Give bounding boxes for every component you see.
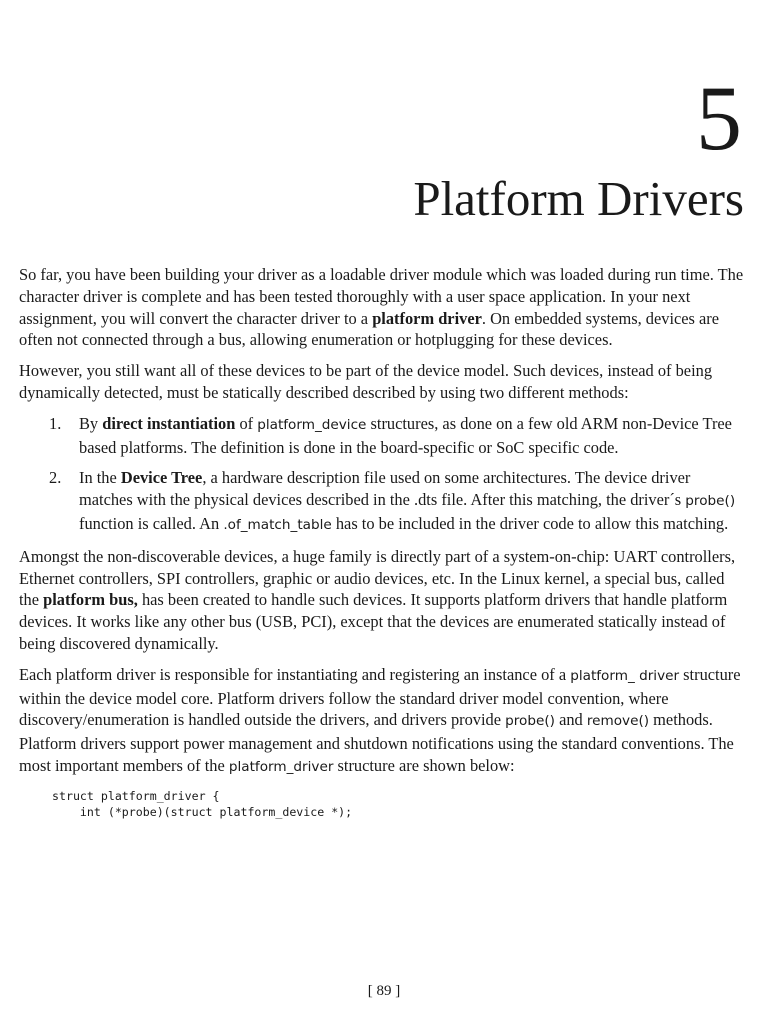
list-number: 2. [49,468,62,488]
term-platform-driver: platform driver [372,308,482,328]
code-of-match-table: .of_match_table [223,516,332,533]
paragraph-device-model: However, you still want all of these devices to be part of the device model. Such devices, instead of being dynamically detected, must be statically described described by using two different methods: [19,361,713,402]
page-number: [ 89 ] [367,983,401,999]
paragraph-intro: So far, you have been building your driver as a loadable driver module which was loaded during run time. The character driver is complete and has been tested thoroughly with a user space application. In your next assignment, you will convert the character driver to a platform driver. On embedded systems, devices are often not connected through a bus, allowing enumeration or hotplugging for these devices. [19,265,744,350]
chapter-title: Platform Drivers [413,171,744,226]
chapter-number: 5 [696,67,742,169]
methods-list [19,413,747,537]
list-item: 2. In the Device Tree, a hardware description file used on some architectures. The device driver matches with the physical devices described in the .dts file. After this matching, the driver´s probe() function is called. An .of_match_table has to be included in the driver code to allow this matching. [49,468,736,533]
code-probe: probe() [505,713,555,730]
code-remove: remove() [586,713,650,730]
term-platform-bus: platform bus, [43,590,138,610]
code-platform-driver: platform_driver [228,758,334,775]
list-item: 1. By direct instantiation of platform_device structures, as done on a few old ARM non-Device Tree based platforms. The definition is done in the board-specific or SoC specific code. [49,413,732,457]
code-block [52,788,747,820]
code-platform-device: platform_device [257,416,367,433]
term-direct-instantiation: direct instantiation [102,413,236,433]
code-platform-driver: platform_ driver [570,667,680,684]
code-probe: probe() [685,493,736,510]
chapter-body [19,264,747,820]
code-line: int (*probe)(struct platform_device *); [52,804,353,819]
code-line: struct platform_driver { [52,788,220,803]
term-device-tree: Device Tree [120,468,203,488]
list-number: 1. [49,413,62,433]
paragraph-platform-bus: Amongst the non-discoverable devices, a huge family is directly part of a system-on-chip: UART controllers, Ethernet controllers, SPI controllers, graphic or audio devices, etc. In the Linux kernel, a special bus, called the platform bus, has been created to handle such devices. It supports platform drivers that handle platform devices. It works like any other bus (USB, PCI), except that the devices are enumerated statically instead of being discovered dynamically. [19,546,736,653]
paragraph-platform-driver-structure: Each platform driver is responsible for instantiating and registering an instance of a platform_ driver structure within the device model core. Platform drivers follow the standard driver model convention, where discovery/enumeration is handled outside the drivers, and drivers provide probe() and remove() methods. Platform drivers support power management and shutdown notifications using the standard conventions. The most important members of the platform_driver structure are shown below: [19,664,741,775]
